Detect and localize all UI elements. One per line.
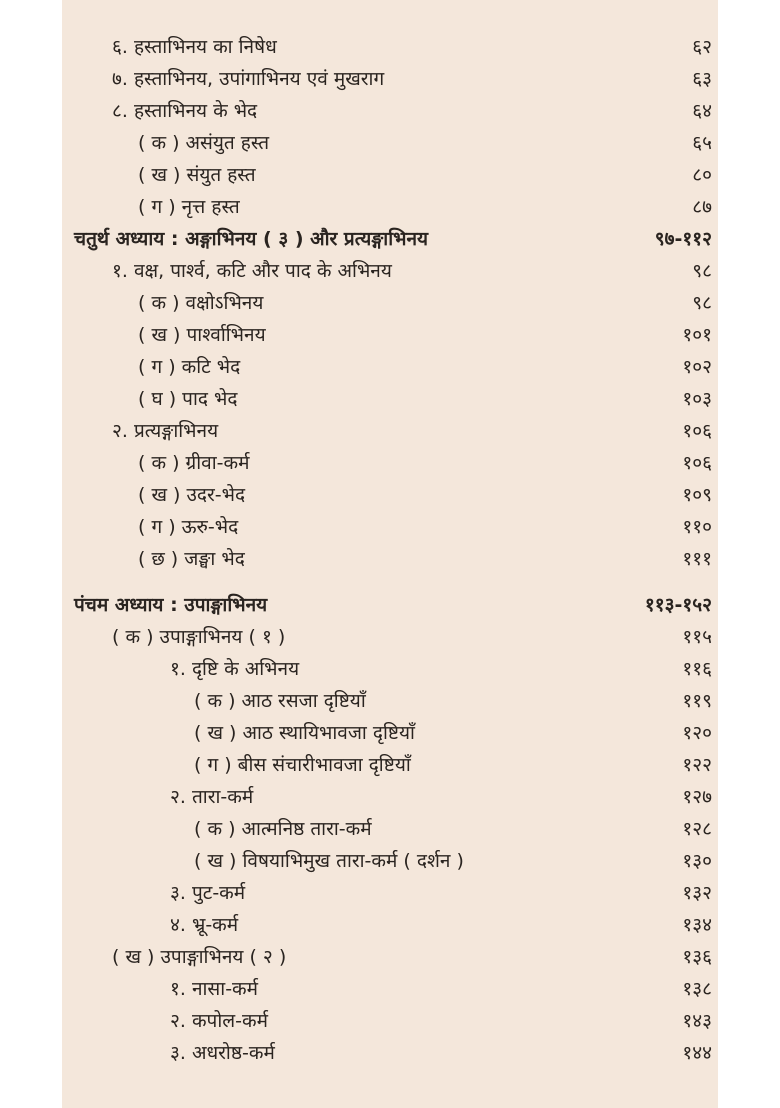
toc-entry bbox=[62, 287, 718, 319]
toc-entry-title: ४. भ्रू-कर्म bbox=[170, 914, 239, 936]
toc-entry bbox=[62, 1037, 718, 1069]
toc-entry-page-number: ६३ bbox=[692, 68, 712, 90]
toc-entry-page-number: १०१ bbox=[682, 324, 712, 346]
toc-entry bbox=[62, 191, 718, 223]
toc-entry bbox=[62, 653, 718, 685]
toc-entry-title: ( ख ) उदर-भेद bbox=[138, 484, 246, 506]
toc-entry-page-number: १२८ bbox=[682, 818, 712, 840]
toc-entry bbox=[62, 479, 718, 511]
toc-entry bbox=[62, 909, 718, 941]
toc-entry-title: २. प्रत्यङ्गाभिनय bbox=[112, 420, 219, 442]
toc-entry-title: ( ग ) बीस संचारीभावजा दृष्टियाँ bbox=[194, 754, 411, 776]
toc-entry-page-number: १३६ bbox=[682, 946, 712, 968]
toc-entry-page-number: १३४ bbox=[682, 914, 712, 936]
toc-entry-page-number: ११६ bbox=[682, 658, 712, 680]
toc-entry-page-number: १३० bbox=[682, 850, 712, 872]
toc-entry-title: ७. हस्ताभिनय, उपांगाभिनय एवं मुखराग bbox=[112, 68, 385, 90]
toc-entry-page-number: १२७ bbox=[682, 786, 712, 808]
toc-entry-page-number: १०६ bbox=[682, 420, 712, 442]
toc-entry-page-number: १४३ bbox=[682, 1010, 712, 1032]
toc-entry-page-number: ११३-१५२ bbox=[644, 594, 712, 616]
table-of-contents bbox=[62, 31, 718, 1069]
toc-entry bbox=[62, 255, 718, 287]
toc-entry-title: ( क ) आठ रसजा दृष्टियाँ bbox=[194, 690, 366, 712]
toc-chapter-heading bbox=[62, 223, 718, 255]
toc-entry-page-number: ६४ bbox=[692, 100, 712, 122]
toc-entry-title: ( ग ) कटि भेद bbox=[138, 356, 241, 378]
toc-entry-title: ( क ) उपाङ्गाभिनय ( १ ) bbox=[112, 626, 286, 648]
toc-entry bbox=[62, 351, 718, 383]
toc-entry bbox=[62, 621, 718, 653]
toc-entry-page-number: ९८ bbox=[692, 260, 712, 282]
toc-entry-title: ( क ) आत्मनिष्ठ तारा-कर्म bbox=[194, 818, 372, 840]
toc-entry bbox=[62, 685, 718, 717]
toc-entry bbox=[62, 1005, 718, 1037]
toc-entry-title: ६. हस्ताभिनय का निषेध bbox=[112, 36, 277, 58]
toc-entry bbox=[62, 319, 718, 351]
toc-entry-page-number: ११९ bbox=[682, 690, 712, 712]
toc-entry-title: ८. हस्ताभिनय के भेद bbox=[112, 100, 258, 122]
toc-entry-page-number: १२० bbox=[682, 722, 712, 744]
toc-entry-page-number: १०३ bbox=[682, 388, 712, 410]
toc-entry-title: १. वक्ष, पार्श्व, कटि और पाद के अभिनय bbox=[112, 260, 392, 282]
toc-entry-page-number: १११ bbox=[682, 548, 712, 570]
toc-entry-title: २. कपोल-कर्म bbox=[170, 1010, 268, 1032]
toc-entry-title: ( क ) वक्षोऽभिनय bbox=[138, 292, 264, 314]
toc-entry-page-number: १०६ bbox=[682, 452, 712, 474]
toc-entry bbox=[62, 877, 718, 909]
toc-entry bbox=[62, 383, 718, 415]
toc-entry-title: ( क ) असंयुत हस्त bbox=[138, 132, 270, 154]
toc-entry bbox=[62, 941, 718, 973]
toc-entry-title: चतुर्थ अध्याय : अङ्गाभिनय ( ३ ) और प्रत्यङ्गाभिनय bbox=[74, 228, 429, 250]
toc-entry-page-number: ८० bbox=[692, 164, 712, 186]
toc-entry-title: १. दृष्टि के अभिनय bbox=[170, 658, 300, 680]
toc-entry bbox=[62, 447, 718, 479]
toc-entry-title: ( ग ) नृत्त हस्त bbox=[138, 196, 240, 218]
toc-entry-page-number: १०९ bbox=[682, 484, 712, 506]
toc-entry-page-number: ६५ bbox=[692, 132, 712, 154]
toc-entry-page-number: ११० bbox=[682, 516, 712, 538]
toc-entry bbox=[62, 845, 718, 877]
toc-entry-title: ( ख ) पार्श्वाभिनय bbox=[138, 324, 266, 346]
toc-entry-title: ( घ ) पाद भेद bbox=[138, 388, 238, 410]
toc-entry-page-number: १४४ bbox=[682, 1042, 712, 1064]
toc-entry bbox=[62, 127, 718, 159]
toc-entry-title: २. तारा-कर्म bbox=[170, 786, 254, 808]
toc-entry-title: ३. पुट-कर्म bbox=[170, 882, 246, 904]
toc-entry bbox=[62, 717, 718, 749]
toc-entry-page-number: १०२ bbox=[682, 356, 712, 378]
toc-entry bbox=[62, 543, 718, 575]
toc-entry-title: ( छ ) जङ्घा भेद bbox=[138, 548, 245, 570]
toc-entry-title: ( ख ) विषयाभिमुख तारा-कर्म ( दर्शन ) bbox=[194, 850, 464, 872]
toc-entry bbox=[62, 95, 718, 127]
book-page bbox=[62, 0, 718, 1108]
toc-entry-title: ( ख ) संयुत हस्त bbox=[138, 164, 256, 186]
toc-entry-page-number: ६२ bbox=[692, 36, 712, 58]
toc-entry-title: ( ग ) ऊरु-भेद bbox=[138, 516, 239, 538]
toc-entry-title: ( ख ) उपाङ्गाभिनय ( २ ) bbox=[112, 946, 287, 968]
toc-entry-page-number: १३८ bbox=[682, 978, 712, 1000]
toc-entry bbox=[62, 31, 718, 63]
toc-entry bbox=[62, 511, 718, 543]
toc-entry bbox=[62, 63, 718, 95]
toc-chapter-heading bbox=[62, 589, 718, 621]
toc-entry-title: ( क ) ग्रीवा-कर्म bbox=[138, 452, 250, 474]
toc-entry bbox=[62, 749, 718, 781]
toc-entry bbox=[62, 159, 718, 191]
toc-entry-page-number: ९८ bbox=[692, 292, 712, 314]
toc-entry-page-number: ११५ bbox=[682, 626, 712, 648]
toc-entry-page-number: ८७ bbox=[692, 196, 712, 218]
toc-entry bbox=[62, 415, 718, 447]
toc-entry-title: ३. अधरोष्ठ-कर्म bbox=[170, 1042, 275, 1064]
toc-entry-title: पंचम अध्याय : उपाङ्गाभिनय bbox=[74, 594, 268, 616]
toc-entry-page-number: १३२ bbox=[682, 882, 712, 904]
toc-entry bbox=[62, 813, 718, 845]
toc-entry-title: १. नासा-कर्म bbox=[170, 978, 259, 1000]
toc-entry-page-number: ९७-११२ bbox=[654, 228, 712, 250]
toc-entry bbox=[62, 781, 718, 813]
toc-entry bbox=[62, 973, 718, 1005]
toc-entry-title: ( ख ) आठ स्थायिभावजा दृष्टियाँ bbox=[194, 722, 415, 744]
toc-entry-page-number: १२२ bbox=[682, 754, 712, 776]
